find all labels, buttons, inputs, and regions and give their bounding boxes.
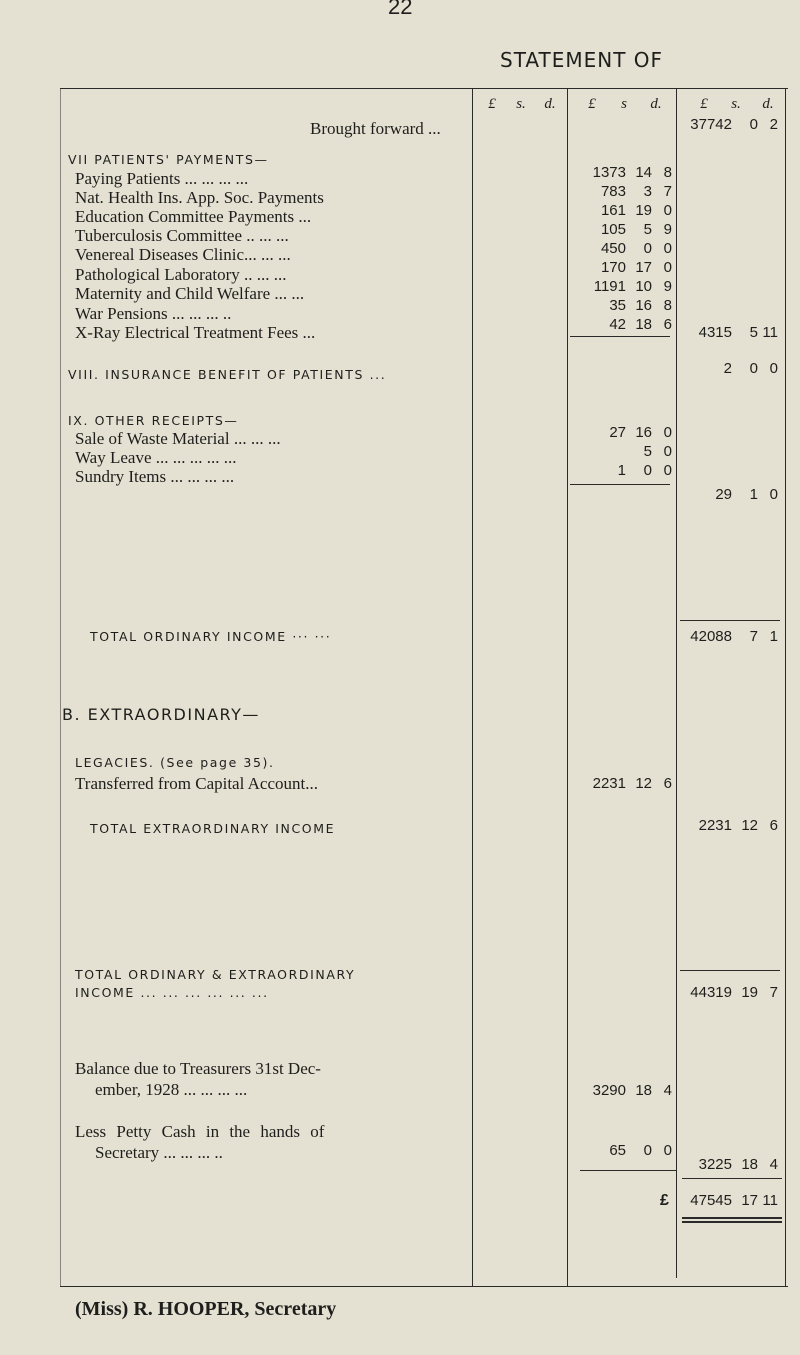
pounds-header: £ [588,96,596,112]
line-item-amount [570,221,672,238]
shillings: 12 [741,817,758,834]
shillings: 1 [749,486,758,503]
column-divider [472,88,473,1286]
pounds: 450 [600,240,626,257]
line-item-label: Way Leave ... ... ... ... ... [75,448,237,467]
page-number: 22 [388,0,413,19]
line-item-label: Sundry Items ... ... ... ... [75,467,235,486]
shillings: 0 [749,116,758,133]
table-top-rule [60,88,788,89]
petty-cash-label-line1: Less Petty Cash in the hands of [75,1122,325,1141]
pounds: 35 [609,297,626,314]
total-combined-label-line2: INCOME ... ... ... ... ... ... [75,985,269,1000]
double-rule [682,1217,782,1219]
shillings: 7 [749,628,758,645]
pence: 1 [769,628,778,645]
transferred-label: Transferred from Capital Account... [75,774,318,793]
pence: 11 [762,324,778,341]
line-item-amount [570,259,672,276]
shillings: 0 [643,462,652,479]
line-item-amount [570,297,672,314]
pence: 0 [663,240,672,257]
total-ordinary-amount [676,628,778,645]
pounds: 783 [600,183,626,200]
line-item-label: X-Ray Electrical Treatment Fees ... [75,323,316,342]
petty-cash-label-line2: Secretary ... ... ... .. [95,1143,223,1162]
legacies-label: LEGACIES. (See page 35). [75,755,275,770]
pounds [570,443,626,460]
shillings: 16 [635,297,652,314]
line-item-amount [570,462,672,479]
line-item-amount [570,240,672,257]
balance-label-line2: ember, 1928 ... ... ... ... [95,1080,248,1099]
pence: 6 [663,316,672,333]
total-extraordinary-label: TOTAL EXTRAORDINARY INCOME [90,821,336,836]
shillings-header: s. [731,96,741,112]
line-item-amount [570,424,672,441]
pounds: 2231 [592,775,626,792]
column-divider [785,88,786,1286]
shillings: 3 [643,183,652,200]
pence-header: d. [650,96,662,112]
double-rule [682,1221,782,1223]
pounds: 105 [600,221,626,238]
shillings-header: s. [516,96,526,112]
total-ordinary-label: TOTAL ORDINARY INCOME ··· ··· [90,629,332,644]
pence-header: d. [544,96,556,112]
transferred-amount [570,775,672,792]
pounds: 47545 [690,1192,732,1209]
patients-payments-total [676,324,778,341]
shillings: 17 [741,1192,758,1209]
section-heading-patients-payments: VII PATIENTS' PAYMENTS— [68,152,269,167]
shillings: 18 [741,1156,758,1173]
column-divider [567,88,568,1286]
net-balance-amount [676,1156,778,1173]
pounds: 44319 [690,984,732,1001]
pence: 0 [663,443,672,460]
total-rule [680,620,780,621]
shillings: 12 [635,775,652,792]
line-item-amount [570,443,672,460]
total-extraordinary-amount [676,817,778,834]
pounds: 37742 [690,116,732,133]
column-divider [676,88,677,1278]
total-combined-label-line1: TOTAL ORDINARY & EXTRAORDINARY [75,967,356,982]
shillings: 14 [635,164,652,181]
shillings: 5 [749,324,758,341]
line-item-label: Tuberculosis Committee .. ... ... [75,226,289,245]
line-item-label: Pathological Laboratory .. ... ... [75,265,287,284]
shillings: 19 [741,984,758,1001]
pence: 0 [663,202,672,219]
pence: 0 [663,462,672,479]
pence: 9 [663,221,672,238]
pounds: 29 [715,486,732,503]
subtotal-rule [570,336,670,337]
pounds: 3225 [698,1156,732,1173]
line-item-label: Nat. Health Ins. App. Soc. Payments [75,188,324,207]
balance-label-line1: Balance due to Treasurers 31st Dec- [75,1059,321,1078]
insurance-total [676,360,778,377]
shillings: 5 [643,443,652,460]
col3-header [690,96,782,113]
total-rule [680,970,780,971]
line-item-label: Education Committee Payments ... [75,207,312,226]
shillings: 18 [635,316,652,333]
balance-amount [570,1082,672,1099]
pounds-header: £ [700,96,708,112]
footer-signature: (Miss) R. HOOPER, Secretary [75,1298,337,1320]
shillings: 0 [749,360,758,377]
line-item-label: War Pensions ... ... ... .. [75,304,232,323]
pounds: 161 [600,202,626,219]
col2-header [578,96,670,113]
line-item-label: Paying Patients ... ... ... ... [75,169,249,188]
total-combined-amount [676,984,778,1001]
pounds: 27 [609,424,626,441]
subtotal-rule [570,484,670,485]
col1-header [478,96,564,113]
pence: 9 [663,278,672,295]
line-item-label: Venereal Diseases Clinic... ... ... [75,245,291,264]
pence: 8 [663,297,672,314]
pounds: 2 [723,360,732,377]
line-item-label: Sale of Waste Material ... ... ... [75,429,281,448]
line-item-amount [570,183,672,200]
pounds: 170 [600,259,626,276]
shillings: 5 [643,221,652,238]
pounds: 65 [609,1142,626,1159]
brought-forward-label: Brought forward ... [310,119,441,138]
line-item-label: Maternity and Child Welfare ... ... [75,284,305,303]
pence: 0 [769,486,778,503]
pence: 8 [663,164,672,181]
grand-total-currency: £ [660,1192,669,1209]
line-item-amount [570,202,672,219]
brought-forward-amount [676,116,778,133]
pence: 0 [769,360,778,377]
pence: 0 [663,1142,672,1159]
shillings-header: s [621,96,627,112]
pounds: 1 [617,462,626,479]
pence: 4 [663,1082,672,1099]
pounds: 1373 [592,164,626,181]
shillings: 17 [635,259,652,276]
shillings: 10 [635,278,652,295]
line-item-amount [570,316,672,333]
shillings: 0 [643,240,652,257]
pounds: 2231 [698,817,732,834]
grand-total-amount [676,1192,778,1209]
line-item-amount [570,164,672,181]
total-rule [682,1178,782,1179]
pounds: 1191 [593,278,626,295]
shillings: 18 [635,1082,652,1099]
pounds-header: £ [488,96,496,112]
shillings: 0 [643,1142,652,1159]
petty-cash-amount [570,1142,672,1159]
shillings: 19 [635,202,652,219]
pence: 0 [663,259,672,276]
shillings: 16 [635,424,652,441]
line-item-amount [570,278,672,295]
pounds: 42088 [690,628,732,645]
pence: 4 [769,1156,778,1173]
pounds: 42 [609,316,626,333]
page-title: STATEMENT OF [500,48,664,72]
section-heading-extraordinary: B. EXTRAORDINARY— [62,705,260,724]
pence: 7 [769,984,778,1001]
pounds: 4315 [698,324,732,341]
pence: 6 [769,817,778,834]
pounds: 3290 [592,1082,626,1099]
pence: 7 [663,183,672,200]
pence: 6 [663,775,672,792]
pence-header: d. [762,96,774,112]
section-heading-insurance: VIII. INSURANCE BENEFIT OF PATIENTS ... [68,367,387,382]
column-divider [60,88,61,1286]
subtotal-rule [580,1170,676,1171]
pence: 2 [769,116,778,133]
table-bottom-rule [60,1286,788,1287]
pence: 11 [762,1192,778,1209]
other-receipts-total [676,486,778,503]
section-heading-other-receipts: IX. OTHER RECEIPTS— [68,413,239,428]
pence: 0 [663,424,672,441]
